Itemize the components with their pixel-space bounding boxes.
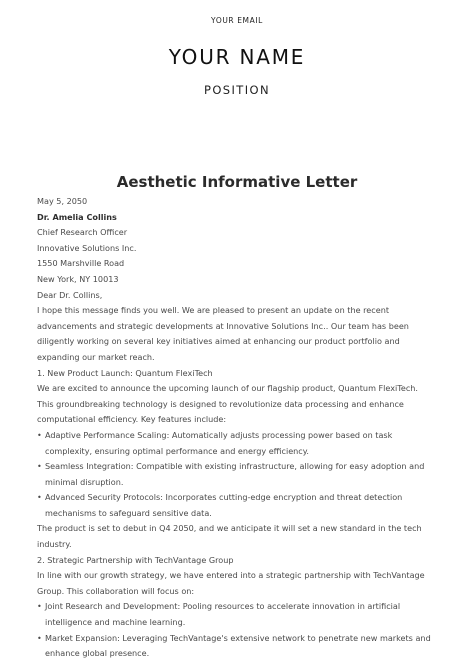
recipient-company: Innovative Solutions Inc. [37,242,137,253]
list-item: • Market Expansion: Leveraging TechVantage's extensive network to penetrate new markets and enhance global presence. [37,631,437,662]
letter-date: May 5, 2050 [37,196,88,206]
recipient-city: New York, NY 10013 [37,273,119,284]
recipient-role: Chief Research Officer [37,227,128,238]
list-item: • Adaptive Performance Scaling: Automatically adjusts processing power based on task complexity, ensuring optimal performance and energy efficiency. [37,428,437,459]
sender-name: YOUR NAME [168,45,306,69]
list-item: • Joint Research and Development: Pooling resources to accelerate innovation in artificial intelligence and machine learning. [37,599,437,630]
intro-paragraph: I hope this message finds you well. We are pleased to present an update on the recent advancements and strategic developments at Innovative Solutions Inc.. Our team has been diligently working on several key initiatives aimed at enhancing our product portfolio and expanding our market reach. [37,305,409,362]
section-1-paragraph: We are excited to announce the upcoming launch of our flagship product, Quantum FlexiTech. This groundbreaking technology is designed to revolutionize data processing and enhance computational efficiency. Key features include: [37,383,419,425]
section-2-focus-list [37,599,437,661]
section-2-heading: 2. Strategic Partnership with TechVantage Group [37,554,234,565]
salutation: Dear Dr. Collins, [37,289,103,300]
section-1-heading: 1. New Product Launch: Quantum FlexiTech [37,367,213,378]
recipient-street: 1550 Marshville Road [37,258,125,269]
letter-title: Aesthetic Informative Letter [116,173,358,191]
recipient-name: Dr. Amelia Collins [37,211,117,222]
list-item: • Seamless Integration: Compatible with existing infrastructure, allowing for easy adoption and minimal disruption. [37,459,437,490]
letter-body [37,194,437,662]
section-2-paragraph: In line with our growth strategy, we have entered into a strategic partnership with TechVantage Group. This collaboration will focus on: [37,570,425,596]
section-1-closing: The product is set to debut in Q4 2050, and we anticipate it will set a new standard in the tech industry. [37,523,422,550]
sender-position: POSITION [204,83,270,97]
sender-email: YOUR EMAIL [211,16,263,25]
list-item: • Advanced Security Protocols: Incorporates cutting-edge encryption and threat detection mechanisms to safeguard sensitive data. [37,490,437,521]
section-1-feature-list [37,428,437,522]
